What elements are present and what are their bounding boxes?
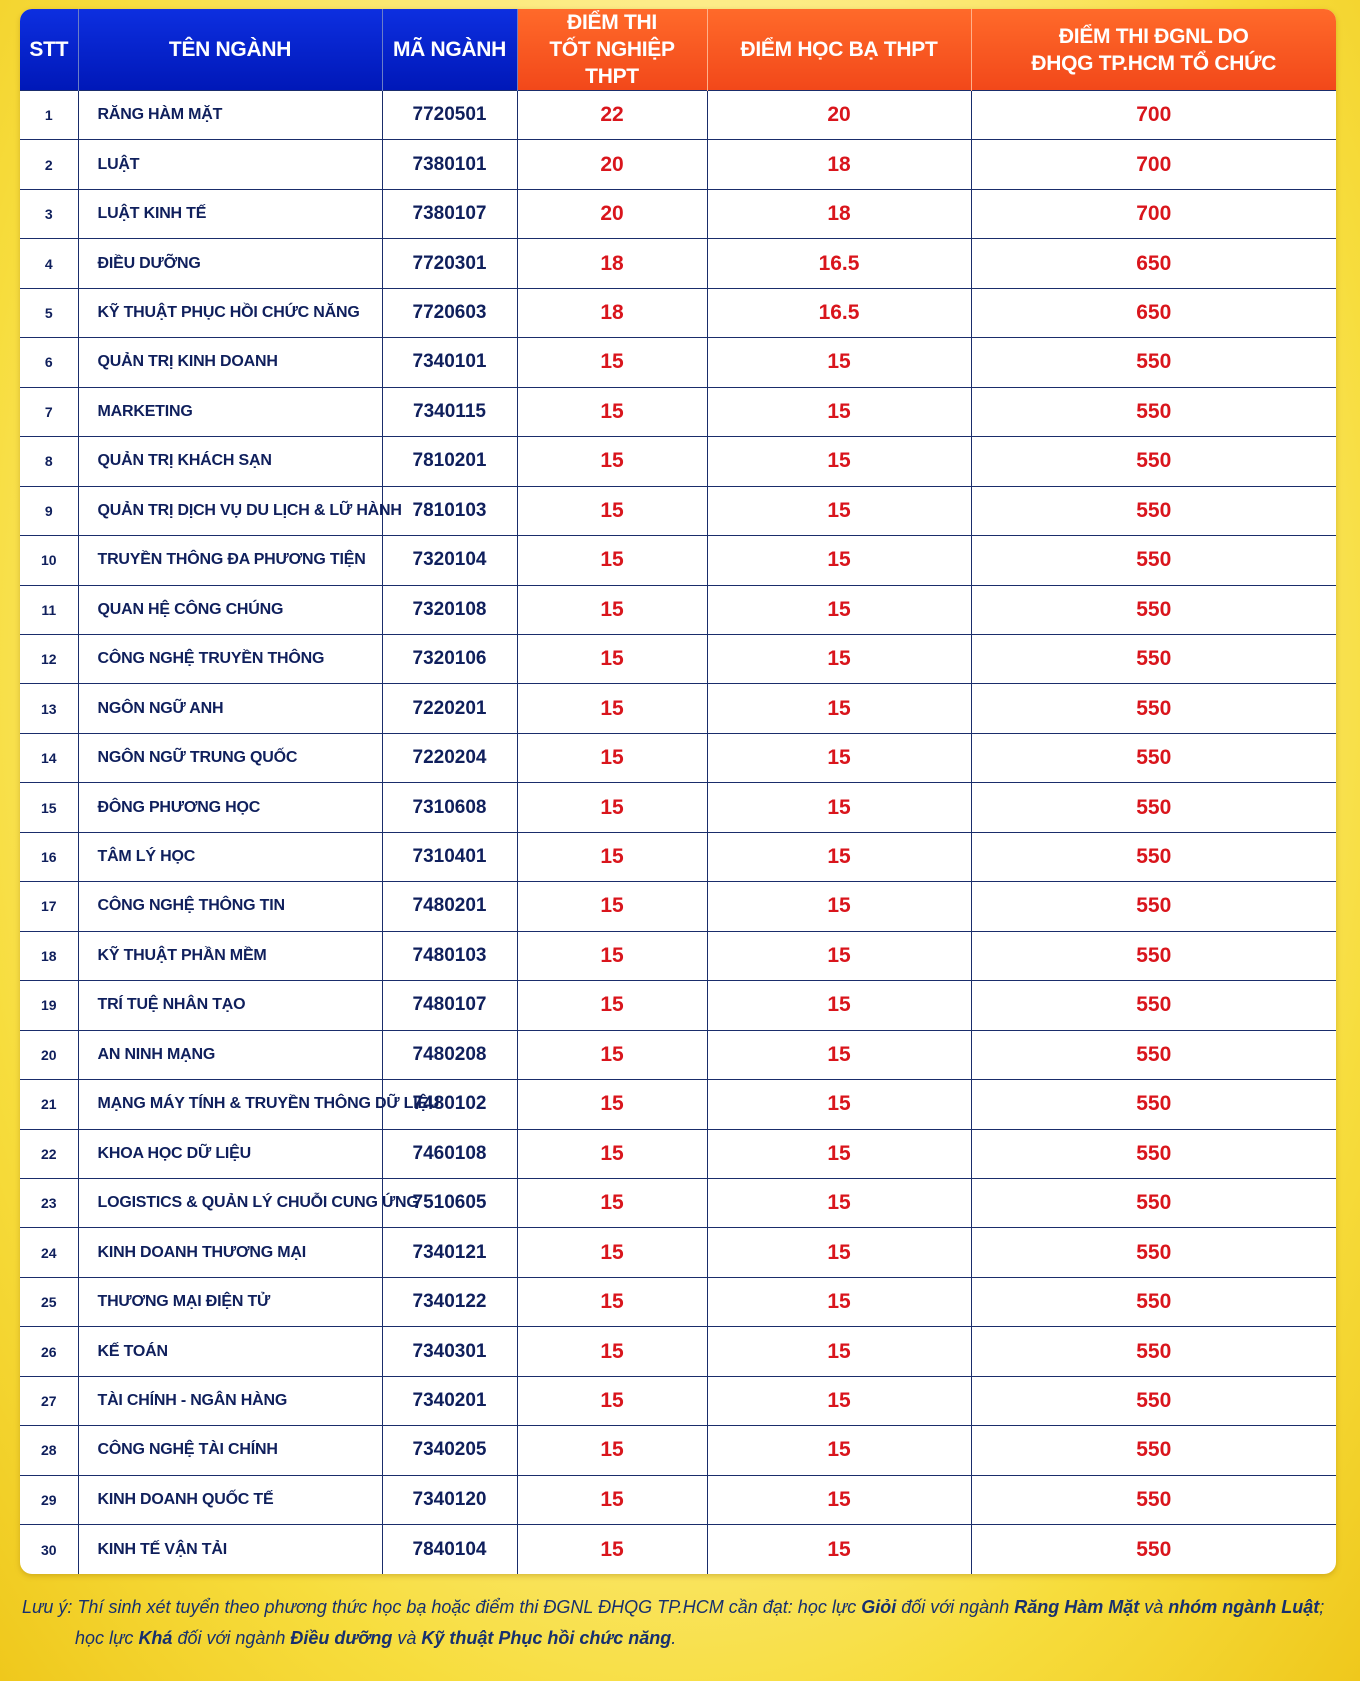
row-major-name: NGÔN NGỮ ANH [78,684,382,733]
row-major-name: THƯƠNG MẠI ĐIỆN TỬ [78,1277,382,1326]
row-dgnl-score: 550 [971,536,1336,585]
row-major-code: 7480201 [382,882,517,931]
row-major-name: CÔNG NGHỆ TÀI CHÍNH [78,1426,382,1475]
row-stt: 17 [20,882,78,931]
row-transcript-score: 20 [707,91,971,140]
footnote-text: đối với ngành [172,1628,291,1648]
row-transcript-score: 15 [707,1475,971,1524]
row-major-code: 7340120 [382,1475,517,1524]
admission-score-table-card [20,9,1336,1574]
table-row [20,189,1336,238]
header-dgnl-line1: ĐIỂM THI ĐGNL DO [1058,24,1249,48]
table-row [20,981,1336,1030]
row-transcript-score: 15 [707,486,971,535]
row-dgnl-score: 550 [971,338,1336,387]
row-transcript-score: 15 [707,387,971,436]
table-row [20,1426,1336,1475]
row-dgnl-score: 550 [971,486,1336,535]
table-row [20,1178,1336,1227]
row-major-name: KỸ THUẬT PHẦN MỀM [78,931,382,980]
row-transcript-score: 15 [707,585,971,634]
table-row [20,1327,1336,1376]
footnote-emphasis: Răng Hàm Mặt [1014,1597,1140,1617]
table-row [20,832,1336,881]
row-major-code: 7480107 [382,981,517,1030]
row-major-name: KHOA HỌC DỮ LIỆU [78,1129,382,1178]
row-major-name: AN NINH MẠNG [78,1030,382,1079]
table-row [20,486,1336,535]
footnote-emphasis: Khá [138,1628,173,1648]
row-transcript-score: 15 [707,634,971,683]
row-major-name: MARKETING [78,387,382,436]
row-dgnl-score: 550 [971,981,1336,1030]
row-major-code: 7810103 [382,486,517,535]
table-row [20,733,1336,782]
row-major-name: NGÔN NGỮ TRUNG QUỐC [78,733,382,782]
row-major-name: ĐÔNG PHƯƠNG HỌC [78,783,382,832]
row-major-name: QUẢN TRỊ KHÁCH SẠN [78,437,382,486]
row-major-code: 7720501 [382,91,517,140]
row-graduation-exam-score: 15 [517,634,707,683]
row-stt: 2 [20,140,78,189]
header-graduation-exam-line1: ĐIỂM THI [567,11,657,34]
row-stt: 25 [20,1277,78,1326]
row-stt: 5 [20,288,78,337]
table-row [20,91,1336,140]
row-transcript-score: 15 [707,437,971,486]
row-dgnl-score: 700 [971,189,1336,238]
table-row [20,1475,1336,1524]
row-stt: 16 [20,832,78,881]
row-major-name: CÔNG NGHỆ TRUYỀN THÔNG [78,634,382,683]
row-major-code: 7510605 [382,1178,517,1227]
row-transcript-score: 16.5 [707,288,971,337]
row-transcript-score: 15 [707,1426,971,1475]
row-transcript-score: 15 [707,1129,971,1178]
row-transcript-score: 15 [707,1376,971,1425]
row-graduation-exam-score: 15 [517,733,707,782]
row-major-name: CÔNG NGHỆ THÔNG TIN [78,882,382,931]
row-major-code: 7340101 [382,338,517,387]
row-graduation-exam-score: 15 [517,1376,707,1425]
row-major-code: 7480103 [382,931,517,980]
table-row [20,783,1336,832]
row-dgnl-score: 650 [971,288,1336,337]
row-graduation-exam-score: 15 [517,1277,707,1326]
row-transcript-score: 15 [707,981,971,1030]
footnote-emphasis: Kỹ thuật Phục hồi chức năng [421,1628,672,1648]
row-stt: 20 [20,1030,78,1079]
row-major-name: LUẬT KINH TẾ [78,189,382,238]
row-major-name: ĐIỀU DƯỠNG [78,239,382,288]
row-major-name: TÀI CHÍNH - NGÂN HÀNG [78,1376,382,1425]
row-major-name: LUẬT [78,140,382,189]
row-graduation-exam-score: 15 [517,486,707,535]
row-graduation-exam-score: 20 [517,189,707,238]
row-transcript-score: 15 [707,931,971,980]
row-major-code: 7720301 [382,239,517,288]
row-transcript-score: 18 [707,189,971,238]
footnote [22,1592,1342,1654]
header-graduation-exam [517,9,707,91]
row-transcript-score: 15 [707,1178,971,1227]
row-stt: 7 [20,387,78,436]
row-graduation-exam-score: 15 [517,783,707,832]
row-major-code: 7340121 [382,1228,517,1277]
row-major-code: 7460108 [382,1129,517,1178]
table-row [20,1376,1336,1425]
row-dgnl-score: 550 [971,1030,1336,1079]
row-dgnl-score: 550 [971,1178,1336,1227]
row-stt: 3 [20,189,78,238]
table-row [20,288,1336,337]
row-major-name: QUẢN TRỊ DỊCH VỤ DU LỊCH & LỮ HÀNH [78,486,382,535]
row-stt: 12 [20,634,78,683]
row-stt: 22 [20,1129,78,1178]
row-graduation-exam-score: 20 [517,140,707,189]
row-major-name: TRUYỀN THÔNG ĐA PHƯƠNG TIỆN [78,536,382,585]
row-graduation-exam-score: 15 [517,1475,707,1524]
row-dgnl-score: 550 [971,1525,1336,1574]
row-stt: 8 [20,437,78,486]
row-major-name: TRÍ TUỆ NHÂN TẠO [78,981,382,1030]
row-major-code: 7840104 [382,1525,517,1574]
row-stt: 18 [20,931,78,980]
table-header-row [20,9,1336,91]
table-row [20,634,1336,683]
row-stt: 15 [20,783,78,832]
footnote-text: và [392,1628,422,1648]
header-stt: STT [20,9,78,91]
row-graduation-exam-score: 15 [517,1228,707,1277]
admission-score-table [20,9,1336,1574]
row-stt: 11 [20,585,78,634]
header-major-code: MÃ NGÀNH [382,9,517,91]
row-transcript-score: 15 [707,1327,971,1376]
row-major-name: QUAN HỆ CÔNG CHÚNG [78,585,382,634]
row-major-name: QUẢN TRỊ KINH DOANH [78,338,382,387]
row-graduation-exam-score: 15 [517,1426,707,1475]
row-major-name: KINH DOANH QUỐC TẾ [78,1475,382,1524]
row-transcript-score: 15 [707,684,971,733]
row-graduation-exam-score: 15 [517,1178,707,1227]
row-major-code: 7380107 [382,189,517,238]
row-stt: 10 [20,536,78,585]
row-dgnl-score: 550 [971,684,1336,733]
header-major-name: TÊN NGÀNH [78,9,382,91]
row-stt: 6 [20,338,78,387]
row-graduation-exam-score: 15 [517,585,707,634]
row-stt: 9 [20,486,78,535]
row-dgnl-score: 700 [971,140,1336,189]
footnote-line-1 [22,1592,1342,1623]
row-transcript-score: 15 [707,1525,971,1574]
row-dgnl-score: 650 [971,239,1336,288]
row-graduation-exam-score: 18 [517,239,707,288]
row-major-name: RĂNG HÀM MẶT [78,91,382,140]
row-graduation-exam-score: 15 [517,882,707,931]
header-graduation-exam-line2: TỐT NGHIỆP THPT [549,38,675,88]
row-major-code: 7310608 [382,783,517,832]
row-major-code: 7320108 [382,585,517,634]
row-graduation-exam-score: 15 [517,387,707,436]
row-graduation-exam-score: 15 [517,437,707,486]
table-row [20,882,1336,931]
row-stt: 13 [20,684,78,733]
row-dgnl-score: 550 [971,437,1336,486]
row-transcript-score: 15 [707,1030,971,1079]
row-graduation-exam-score: 15 [517,981,707,1030]
table-row [20,1030,1336,1079]
row-dgnl-score: 550 [971,1080,1336,1129]
footnote-text: và [1139,1597,1169,1617]
row-major-code: 7810201 [382,437,517,486]
row-stt: 14 [20,733,78,782]
row-graduation-exam-score: 15 [517,684,707,733]
row-transcript-score: 15 [707,1228,971,1277]
row-stt: 19 [20,981,78,1030]
row-dgnl-score: 550 [971,585,1336,634]
row-dgnl-score: 550 [971,1475,1336,1524]
row-stt: 28 [20,1426,78,1475]
row-major-code: 7320106 [382,634,517,683]
footnote-text: học lực [75,1628,139,1648]
row-dgnl-score: 700 [971,91,1336,140]
row-dgnl-score: 550 [971,1129,1336,1178]
row-major-name: MẠNG MÁY TÍNH & TRUYỀN THÔNG DỮ LIỆU [78,1080,382,1129]
row-dgnl-score: 550 [971,783,1336,832]
header-transcript-score: ĐIỂM HỌC BẠ THPT [707,9,971,91]
row-dgnl-score: 550 [971,931,1336,980]
footnote-emphasis: nhóm ngành Luật [1168,1597,1320,1617]
row-major-code: 7310401 [382,832,517,881]
row-dgnl-score: 550 [971,634,1336,683]
row-major-code: 7480208 [382,1030,517,1079]
row-stt: 21 [20,1080,78,1129]
row-stt: 30 [20,1525,78,1574]
footnote-emphasis: Giỏi [861,1597,897,1617]
row-dgnl-score: 550 [971,733,1336,782]
header-dgnl-score [971,9,1336,91]
row-transcript-score: 15 [707,536,971,585]
row-graduation-exam-score: 15 [517,536,707,585]
table-row [20,1277,1336,1326]
row-major-code: 7320104 [382,536,517,585]
row-major-code: 7380101 [382,140,517,189]
row-major-code: 7340201 [382,1376,517,1425]
footnote-text: ; [1319,1597,1325,1617]
table-row [20,1228,1336,1277]
table-row [20,536,1336,585]
row-dgnl-score: 550 [971,1228,1336,1277]
row-major-name: KỸ THUẬT PHỤC HỒI CHỨC NĂNG [78,288,382,337]
row-transcript-score: 15 [707,733,971,782]
table-row [20,239,1336,288]
row-stt: 23 [20,1178,78,1227]
row-graduation-exam-score: 15 [517,931,707,980]
table-row [20,684,1336,733]
row-graduation-exam-score: 15 [517,1525,707,1574]
row-graduation-exam-score: 15 [517,832,707,881]
row-transcript-score: 15 [707,882,971,931]
row-major-code: 7720603 [382,288,517,337]
row-major-name: KINH TẾ VẬN TẢI [78,1525,382,1574]
row-dgnl-score: 550 [971,1277,1336,1326]
row-stt: 4 [20,239,78,288]
row-dgnl-score: 550 [971,832,1336,881]
row-major-code: 7220204 [382,733,517,782]
row-transcript-score: 15 [707,1080,971,1129]
table-row [20,585,1336,634]
footnote-line-2 [22,1623,1342,1654]
header-dgnl-line2: ĐHQG TP.HCM TỔ CHỨC [1031,51,1277,75]
row-stt: 29 [20,1475,78,1524]
row-graduation-exam-score: 15 [517,1080,707,1129]
row-major-code: 7340115 [382,387,517,436]
row-transcript-score: 18 [707,140,971,189]
row-transcript-score: 15 [707,338,971,387]
table-row [20,1080,1336,1129]
footnote-text: . [671,1628,677,1648]
row-graduation-exam-score: 15 [517,1129,707,1178]
row-stt: 1 [20,91,78,140]
table-row [20,1129,1336,1178]
row-graduation-exam-score: 22 [517,91,707,140]
footnote-emphasis: Điều dưỡng [290,1628,393,1648]
row-dgnl-score: 550 [971,882,1336,931]
table-row [20,387,1336,436]
footnote-text: đối với ngành [896,1597,1015,1617]
row-transcript-score: 15 [707,832,971,881]
row-major-name: KẾ TOÁN [78,1327,382,1376]
row-major-name: LOGISTICS & QUẢN LÝ CHUỖI CUNG ỨNG [78,1178,382,1227]
table-row [20,931,1336,980]
row-stt: 24 [20,1228,78,1277]
table-row [20,1525,1336,1574]
row-major-code: 7340122 [382,1277,517,1326]
row-major-name: TÂM LÝ HỌC [78,832,382,881]
row-dgnl-score: 550 [971,387,1336,436]
row-major-code: 7480102 [382,1080,517,1129]
row-dgnl-score: 550 [971,1327,1336,1376]
footnote-text: Lưu ý: Thí sinh xét tuyển theo phương thức học bạ hoặc điểm thi ĐGNL ĐHQG TP.HCM cần đạt: học lực [22,1597,862,1617]
row-dgnl-score: 550 [971,1376,1336,1425]
row-transcript-score: 15 [707,783,971,832]
table-row [20,338,1336,387]
row-graduation-exam-score: 15 [517,338,707,387]
row-major-name: KINH DOANH THƯƠNG MẠI [78,1228,382,1277]
row-graduation-exam-score: 18 [517,288,707,337]
row-major-code: 7220201 [382,684,517,733]
row-major-code: 7340205 [382,1426,517,1475]
row-major-code: 7340301 [382,1327,517,1376]
row-stt: 26 [20,1327,78,1376]
row-dgnl-score: 550 [971,1426,1336,1475]
row-graduation-exam-score: 15 [517,1030,707,1079]
row-graduation-exam-score: 15 [517,1327,707,1376]
row-transcript-score: 16.5 [707,239,971,288]
table-row [20,437,1336,486]
table-row [20,140,1336,189]
row-transcript-score: 15 [707,1277,971,1326]
row-stt: 27 [20,1376,78,1425]
